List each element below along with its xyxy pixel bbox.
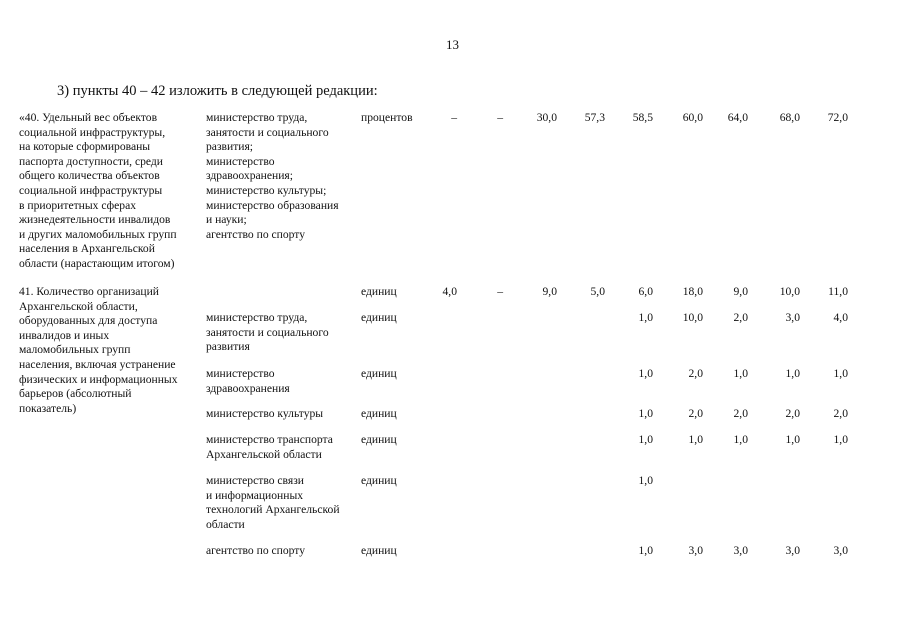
value-cell: 1,0 bbox=[638, 544, 653, 557]
value-cell: 1,0 bbox=[785, 367, 800, 380]
ministry-cell: министерство труда, занятости и социального развития bbox=[206, 311, 329, 354]
indicator-cell: «40. Удельный вес объектов социальной инфраструктуры, на которые сформированы паспорта доступности, среди общего количества объектов социальной инфраструктуры в приоритетных сферах жизнедеятельности инвалидов и других маломобильных групп населения в Архангельской области (нарастающим итогом) bbox=[19, 111, 177, 270]
value-cell: 3,0 bbox=[785, 544, 800, 557]
value-cell: – bbox=[451, 111, 457, 124]
value-cell: 58,5 bbox=[632, 111, 653, 124]
value-cell: 18,0 bbox=[682, 285, 703, 298]
value-cell: 9,0 bbox=[733, 285, 748, 298]
value-cell: 5,0 bbox=[590, 285, 605, 298]
value-cell: 4,0 bbox=[442, 285, 457, 298]
value-cell: 2,0 bbox=[688, 367, 703, 380]
value-cell: 1,0 bbox=[833, 367, 848, 380]
value-cell: 2,0 bbox=[733, 311, 748, 324]
value-cell: 60,0 bbox=[682, 111, 703, 124]
value-cell: 1,0 bbox=[638, 311, 653, 324]
ministry-cell: министерство здравоохранения bbox=[206, 367, 290, 395]
value-cell: 1,0 bbox=[733, 367, 748, 380]
value-cell: 3,0 bbox=[833, 544, 848, 557]
value-cell: 9,0 bbox=[542, 285, 557, 298]
unit-cell: единиц bbox=[361, 433, 397, 446]
value-cell: 6,0 bbox=[638, 285, 653, 298]
value-cell: 4,0 bbox=[833, 311, 848, 324]
ministry-cell: министерство связи и информационных технологий Архангельской области bbox=[206, 474, 340, 531]
value-cell: 11,0 bbox=[828, 285, 848, 298]
value-cell: 2,0 bbox=[733, 407, 748, 420]
value-cell: 10,0 bbox=[779, 285, 800, 298]
value-cell: 64,0 bbox=[727, 111, 748, 124]
value-cell: 72,0 bbox=[827, 111, 848, 124]
value-cell: 57,3 bbox=[584, 111, 605, 124]
unit-cell: процентов bbox=[361, 111, 413, 124]
value-cell: 3,0 bbox=[688, 544, 703, 557]
value-cell: 68,0 bbox=[779, 111, 800, 124]
value-cell: 1,0 bbox=[785, 433, 800, 446]
value-cell: 1,0 bbox=[688, 433, 703, 446]
value-cell: – bbox=[497, 111, 503, 124]
unit-cell: единиц bbox=[361, 285, 397, 298]
unit-cell: единиц bbox=[361, 311, 397, 324]
value-cell: 2,0 bbox=[833, 407, 848, 420]
page-number: 13 bbox=[446, 37, 459, 52]
value-cell: 1,0 bbox=[638, 407, 653, 420]
value-cell: 30,0 bbox=[536, 111, 557, 124]
ministry-cell: министерство транспорта Архангельской области bbox=[206, 433, 333, 461]
value-cell: 1,0 bbox=[638, 433, 653, 446]
unit-cell: единиц bbox=[361, 407, 397, 420]
value-cell: 1,0 bbox=[638, 367, 653, 380]
ministry-cell: министерство труда, занятости и социального развития; министерство здравоохранения; министерство культуры; министерство образования и науки; агентство по спорту bbox=[206, 111, 339, 241]
unit-cell: единиц bbox=[361, 367, 397, 380]
value-cell: 2,0 bbox=[785, 407, 800, 420]
value-cell: 3,0 bbox=[785, 311, 800, 324]
value-cell: 1,0 bbox=[833, 433, 848, 446]
ministry-cell: министерство культуры bbox=[206, 407, 324, 420]
unit-cell: единиц bbox=[361, 544, 397, 557]
value-cell: 3,0 bbox=[733, 544, 748, 557]
value-cell: 1,0 bbox=[733, 433, 748, 446]
intro-text: 3) пункты 40 – 42 изложить в следующей редакции: bbox=[57, 83, 378, 99]
value-cell: 10,0 bbox=[682, 311, 703, 324]
indicator-cell: 41. Количество организаций Архангельской области, оборудованных для доступа инвалидов и иных маломобильных групп населения, включая устранение физических и информационных барьеров (абсолютный показатель) bbox=[19, 285, 178, 415]
unit-cell: единиц bbox=[361, 474, 397, 487]
ministry-cell: агентство по спорту bbox=[206, 544, 306, 557]
value-cell: 2,0 bbox=[688, 407, 703, 420]
value-cell: – bbox=[497, 285, 503, 298]
value-cell: 1,0 bbox=[638, 474, 653, 487]
